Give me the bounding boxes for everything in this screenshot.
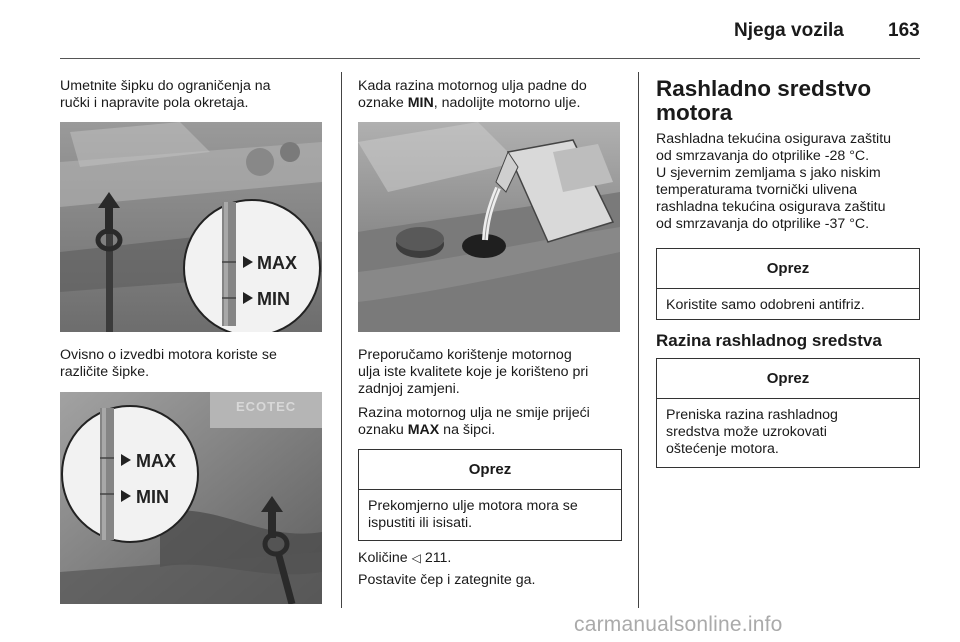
caution-header: Oprez xyxy=(657,249,919,289)
section-heading-coolant: Rashladno sredstvo motora xyxy=(656,76,872,125)
caution-box-antifreeze xyxy=(656,248,920,320)
col1-middle-text: Ovisno o izvedbi motora koriste se različite šipke. xyxy=(60,347,277,380)
col2-last-line: Postavite čep i zategnite ga. xyxy=(358,572,536,588)
caution-header: Oprez xyxy=(657,359,919,399)
column-divider-2 xyxy=(638,72,639,608)
page-ref-icon: ◁ xyxy=(411,551,421,565)
watermark: carmanualsonline.info xyxy=(574,613,783,636)
caution-body: Koristite samo odobreni antifriz. xyxy=(666,297,865,313)
col2-paragraph-3: Razina motornog ulja ne smije prijeći oznaku MAX na šipci. xyxy=(358,405,590,438)
dipstick-illustration-1 xyxy=(60,122,322,332)
caution-box-coolant-level xyxy=(656,358,920,468)
caution-header: Oprez xyxy=(359,450,621,490)
page-number: 163 xyxy=(888,20,920,41)
dipstick-min-label: MIN xyxy=(257,289,290,309)
dipstick2-max-label: MAX xyxy=(136,451,176,471)
page-header-title: Njega vozila xyxy=(734,20,844,41)
caution-body: Preniska razina rashladnog sredstva može uzrokovati oštećenje motora. xyxy=(666,407,838,457)
col2-paragraph-2: Preporučamo korištenje motornog ulja iste kvalitete koje je korišteno pri zadnjoj zamjeni. xyxy=(358,347,589,397)
engine-cover-logo: ECOTEC xyxy=(236,399,297,414)
dipstick-max-label: MAX xyxy=(257,253,297,273)
capacities-reference: Količine ◁ 211. xyxy=(358,550,452,566)
caution-box-oil xyxy=(358,449,622,541)
subheading-coolant-level: Razina rashladnog sredstva xyxy=(656,331,882,350)
header-rule xyxy=(60,58,920,59)
min-mark: MIN xyxy=(407,95,434,111)
col1-intro-text: Umetnite šipku do ograničenja na ručki i napravite pola okretaja. xyxy=(60,78,271,111)
oil-filling-illustration xyxy=(358,122,620,332)
dipstick2-min-label: MIN xyxy=(136,487,169,507)
dipstick-illustration-2 xyxy=(60,392,322,604)
col2-paragraph-1: Kada razina motornog ulja padne do oznake MIN, nadolijte motorno ulje. xyxy=(358,78,587,111)
col3-paragraph-1: Rashladna tekućina osigurava zaštitu od smrzavanja do otprilike -28 °C. U sjevernim zemljama s jako niskim temperaturama tvornički ulivena rashladna tekućina osigurava zaštitu od smrzavanja do otprilike -37 °C. xyxy=(656,131,892,232)
caution-body: Prekomjerno ulje motora mora se ispustiti ili isisati. xyxy=(368,498,578,531)
column-divider-1 xyxy=(341,72,342,608)
max-mark: MAX xyxy=(407,422,440,438)
